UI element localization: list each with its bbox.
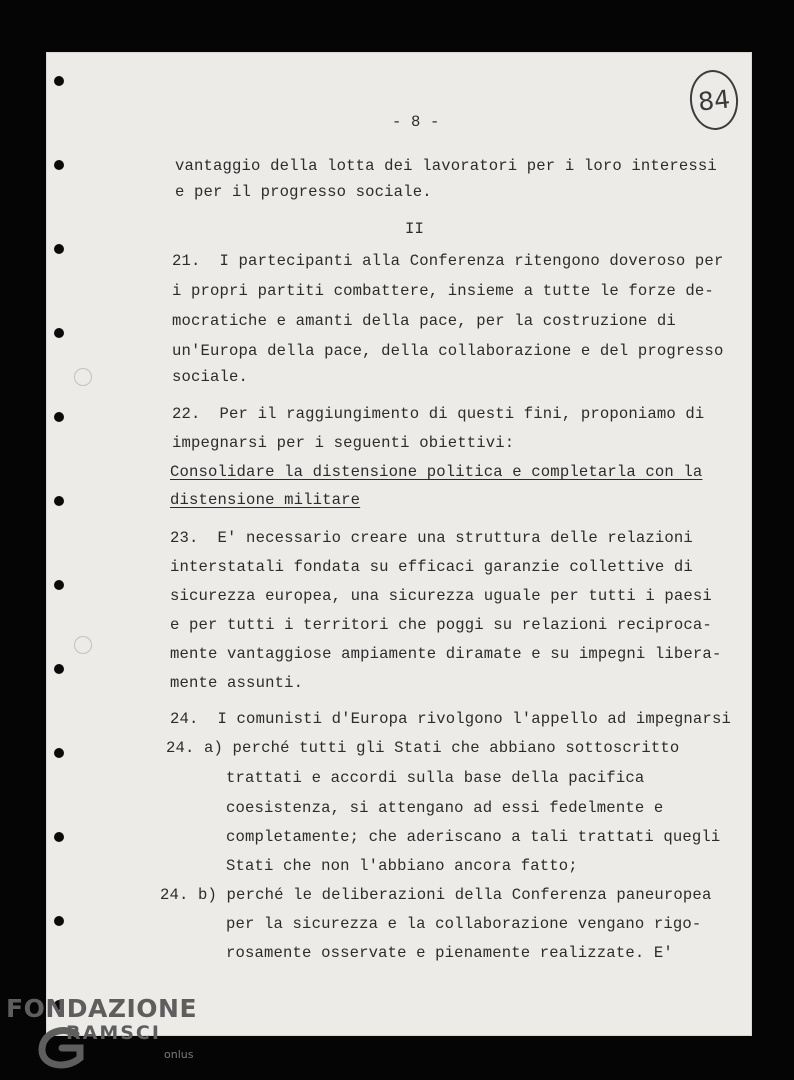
punch-hole bbox=[54, 748, 64, 758]
text-line: 22. Per il raggiungimento di questi fini, proponiamo di bbox=[172, 405, 705, 423]
section-heading: II bbox=[405, 220, 425, 238]
text-line: 24. a) perché tutti gli Stati che abbiano sottoscritto bbox=[166, 739, 680, 757]
text-line: vantaggio della lotta dei lavoratori per i loro interessi bbox=[175, 157, 717, 175]
text-line: interstatali fondata su efficaci garanzie collettive di bbox=[170, 558, 693, 576]
text-line: un'Europa della pace, della collaborazione e del progresso bbox=[172, 342, 724, 360]
punch-hole bbox=[54, 328, 64, 338]
text-line: 24. I comunisti d'Europa rivolgono l'appello ad impegnarsi bbox=[170, 710, 731, 728]
text-line: coesistenza, si attengano ad essi fedelmente e bbox=[226, 799, 664, 817]
watermark-line3: onlus bbox=[164, 1048, 194, 1061]
punch-hole bbox=[54, 244, 64, 254]
text-line: e per il progresso sociale. bbox=[175, 183, 432, 201]
text-line: rosamente osservate e pienamente realizzate. E' bbox=[226, 944, 673, 962]
punch-hole bbox=[54, 412, 64, 422]
text-line: e per tutti i territori che poggi su relazioni reciproca- bbox=[170, 616, 712, 634]
text-line: per la sicurezza e la collaborazione vengano rigo- bbox=[226, 915, 702, 933]
text-line: 23. E' necessario creare una struttura delle relazioni bbox=[170, 529, 693, 547]
text-line: sociale. bbox=[172, 368, 249, 386]
text-line: 24. b) perché le deliberazioni della Conferenza paneuropea bbox=[160, 886, 712, 904]
text-line: trattati e accordi sulla base della pacifica bbox=[226, 769, 645, 787]
watermark-line1: FONDAZIONE bbox=[6, 994, 198, 1023]
punch-hole bbox=[54, 664, 64, 674]
text-line: Stati che non l'abbiano ancora fatto; bbox=[226, 857, 578, 875]
punch-hole bbox=[54, 580, 64, 590]
watermark-line2: RAMSCI bbox=[66, 1022, 161, 1044]
underlined-heading: Consolidare la distensione politica e completarla con la bbox=[170, 463, 703, 481]
folio-number: 84 bbox=[687, 68, 741, 133]
text-line: mente assunti. bbox=[170, 674, 304, 692]
text-line: impegnarsi per i seguenti obiettivi: bbox=[172, 434, 515, 452]
text-line: sicurezza europea, una sicurezza uguale per tutti i paesi bbox=[170, 587, 712, 605]
hole-ring bbox=[74, 368, 92, 386]
punch-hole bbox=[54, 496, 64, 506]
text-line: mente vantaggiose ampiamente diramate e su impegni libera- bbox=[170, 645, 722, 663]
hole-ring bbox=[74, 636, 92, 654]
underlined-heading: distensione militare bbox=[170, 491, 361, 509]
punch-hole bbox=[54, 160, 64, 170]
text-line: i propri partiti combattere, insieme a tutte le forze de- bbox=[172, 282, 714, 300]
punch-hole bbox=[54, 916, 64, 926]
page-number: - 8 - bbox=[392, 113, 440, 131]
punch-hole bbox=[54, 76, 64, 86]
punch-hole bbox=[54, 832, 64, 842]
text-line: completamente; che aderiscano a tali trattati quegli bbox=[226, 828, 721, 846]
text-line: 21. I partecipanti alla Conferenza ritengono doveroso per bbox=[172, 252, 724, 270]
text-line: mocratiche e amanti della pace, per la costruzione di bbox=[172, 312, 676, 330]
watermark-logo bbox=[6, 994, 206, 1074]
